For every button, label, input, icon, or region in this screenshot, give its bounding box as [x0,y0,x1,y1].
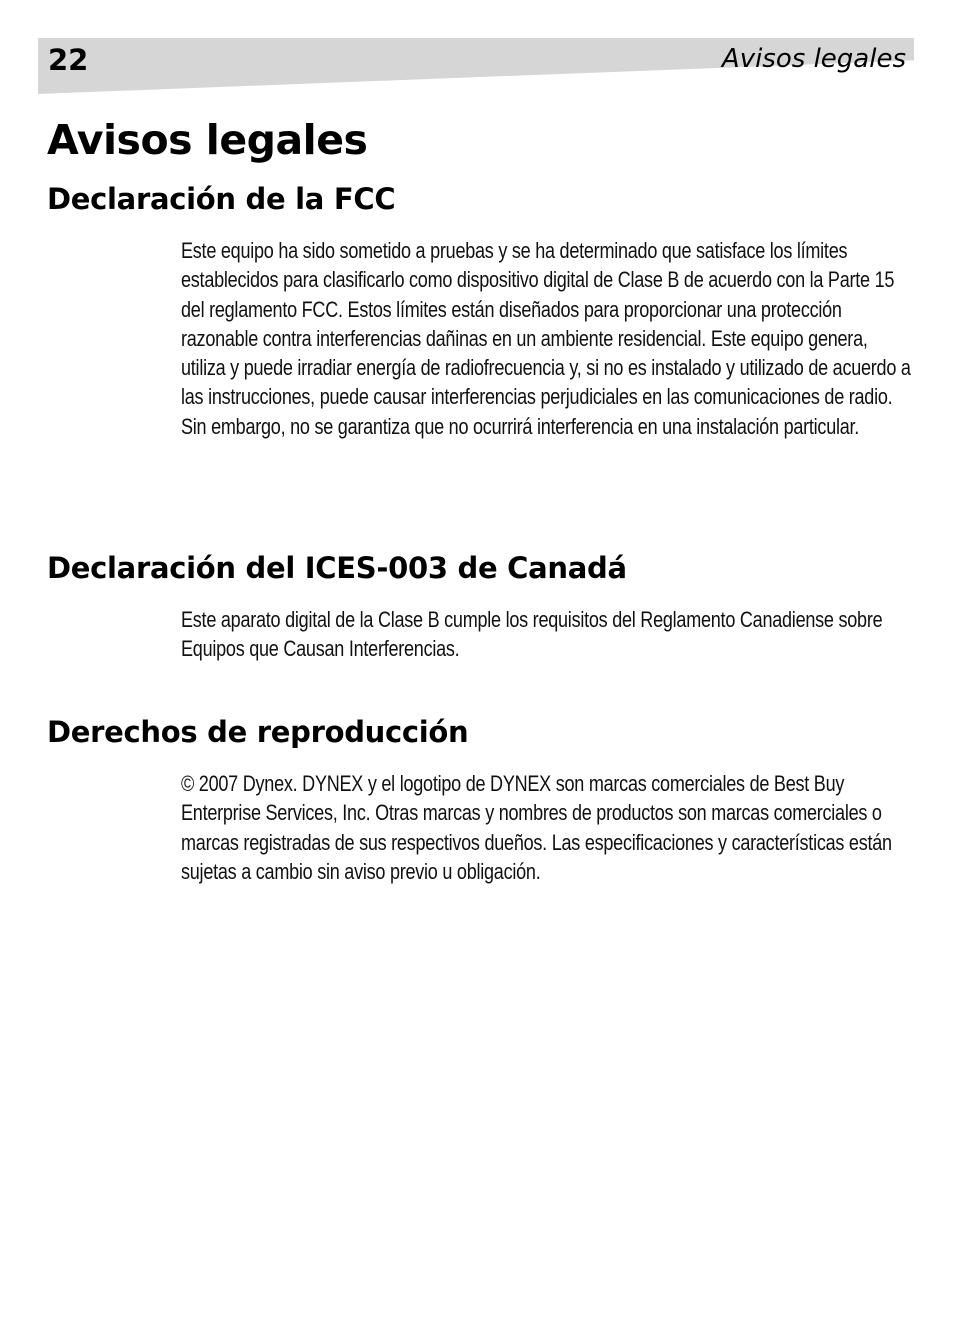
section-heading-ices: Declaración del ICES-003 de Canadá [47,551,627,585]
page-number: 22 [48,43,89,77]
page-title: Avisos legales [47,116,368,164]
section-heading-copyright: Derechos de reproducción [47,715,469,749]
section-body-ices: Este aparato digital de la Clase B cumple los requisitos del Reglamento Canadiense sobre Equipos que Causan Interferencias. [181,607,883,662]
section-heading-fcc: Declaración de la FCC [47,182,396,216]
running-title: Avisos legales [721,44,906,74]
section-body-copyright: © 2007 Dynex. DYNEX y el logotipo de DYNEX son marcas comerciales de Best Buy Enterprise Services, Inc. Otras marcas y nombres de productos son marcas comerciales o marcas registradas de sus respectivos dueños. Las especificaciones y características están sujetas a cambio sin aviso previo u obligación. [181,771,892,884]
section-body-fcc: Este equipo ha sido sometido a pruebas y se ha determinado que satisface los límites establecidos para clasificarlo como dispositivo digital de Clase B de acuerdo con la Parte 15 del reglamento FCC. Estos límites están diseñados para proporcionar una protección razonable contra interferencias dañinas en un ambiente residencial. Este equipo genera, utiliza y puede irradiar energía de radiofrecuencia y, si no es instalado y utilizado de acuerdo a las instrucciones, puede causar interferencias perjudiciales en las comunicaciones de radio. Sin embargo, no se garantiza que no ocurrirá interferencia en una instalación particular. [181,238,911,439]
